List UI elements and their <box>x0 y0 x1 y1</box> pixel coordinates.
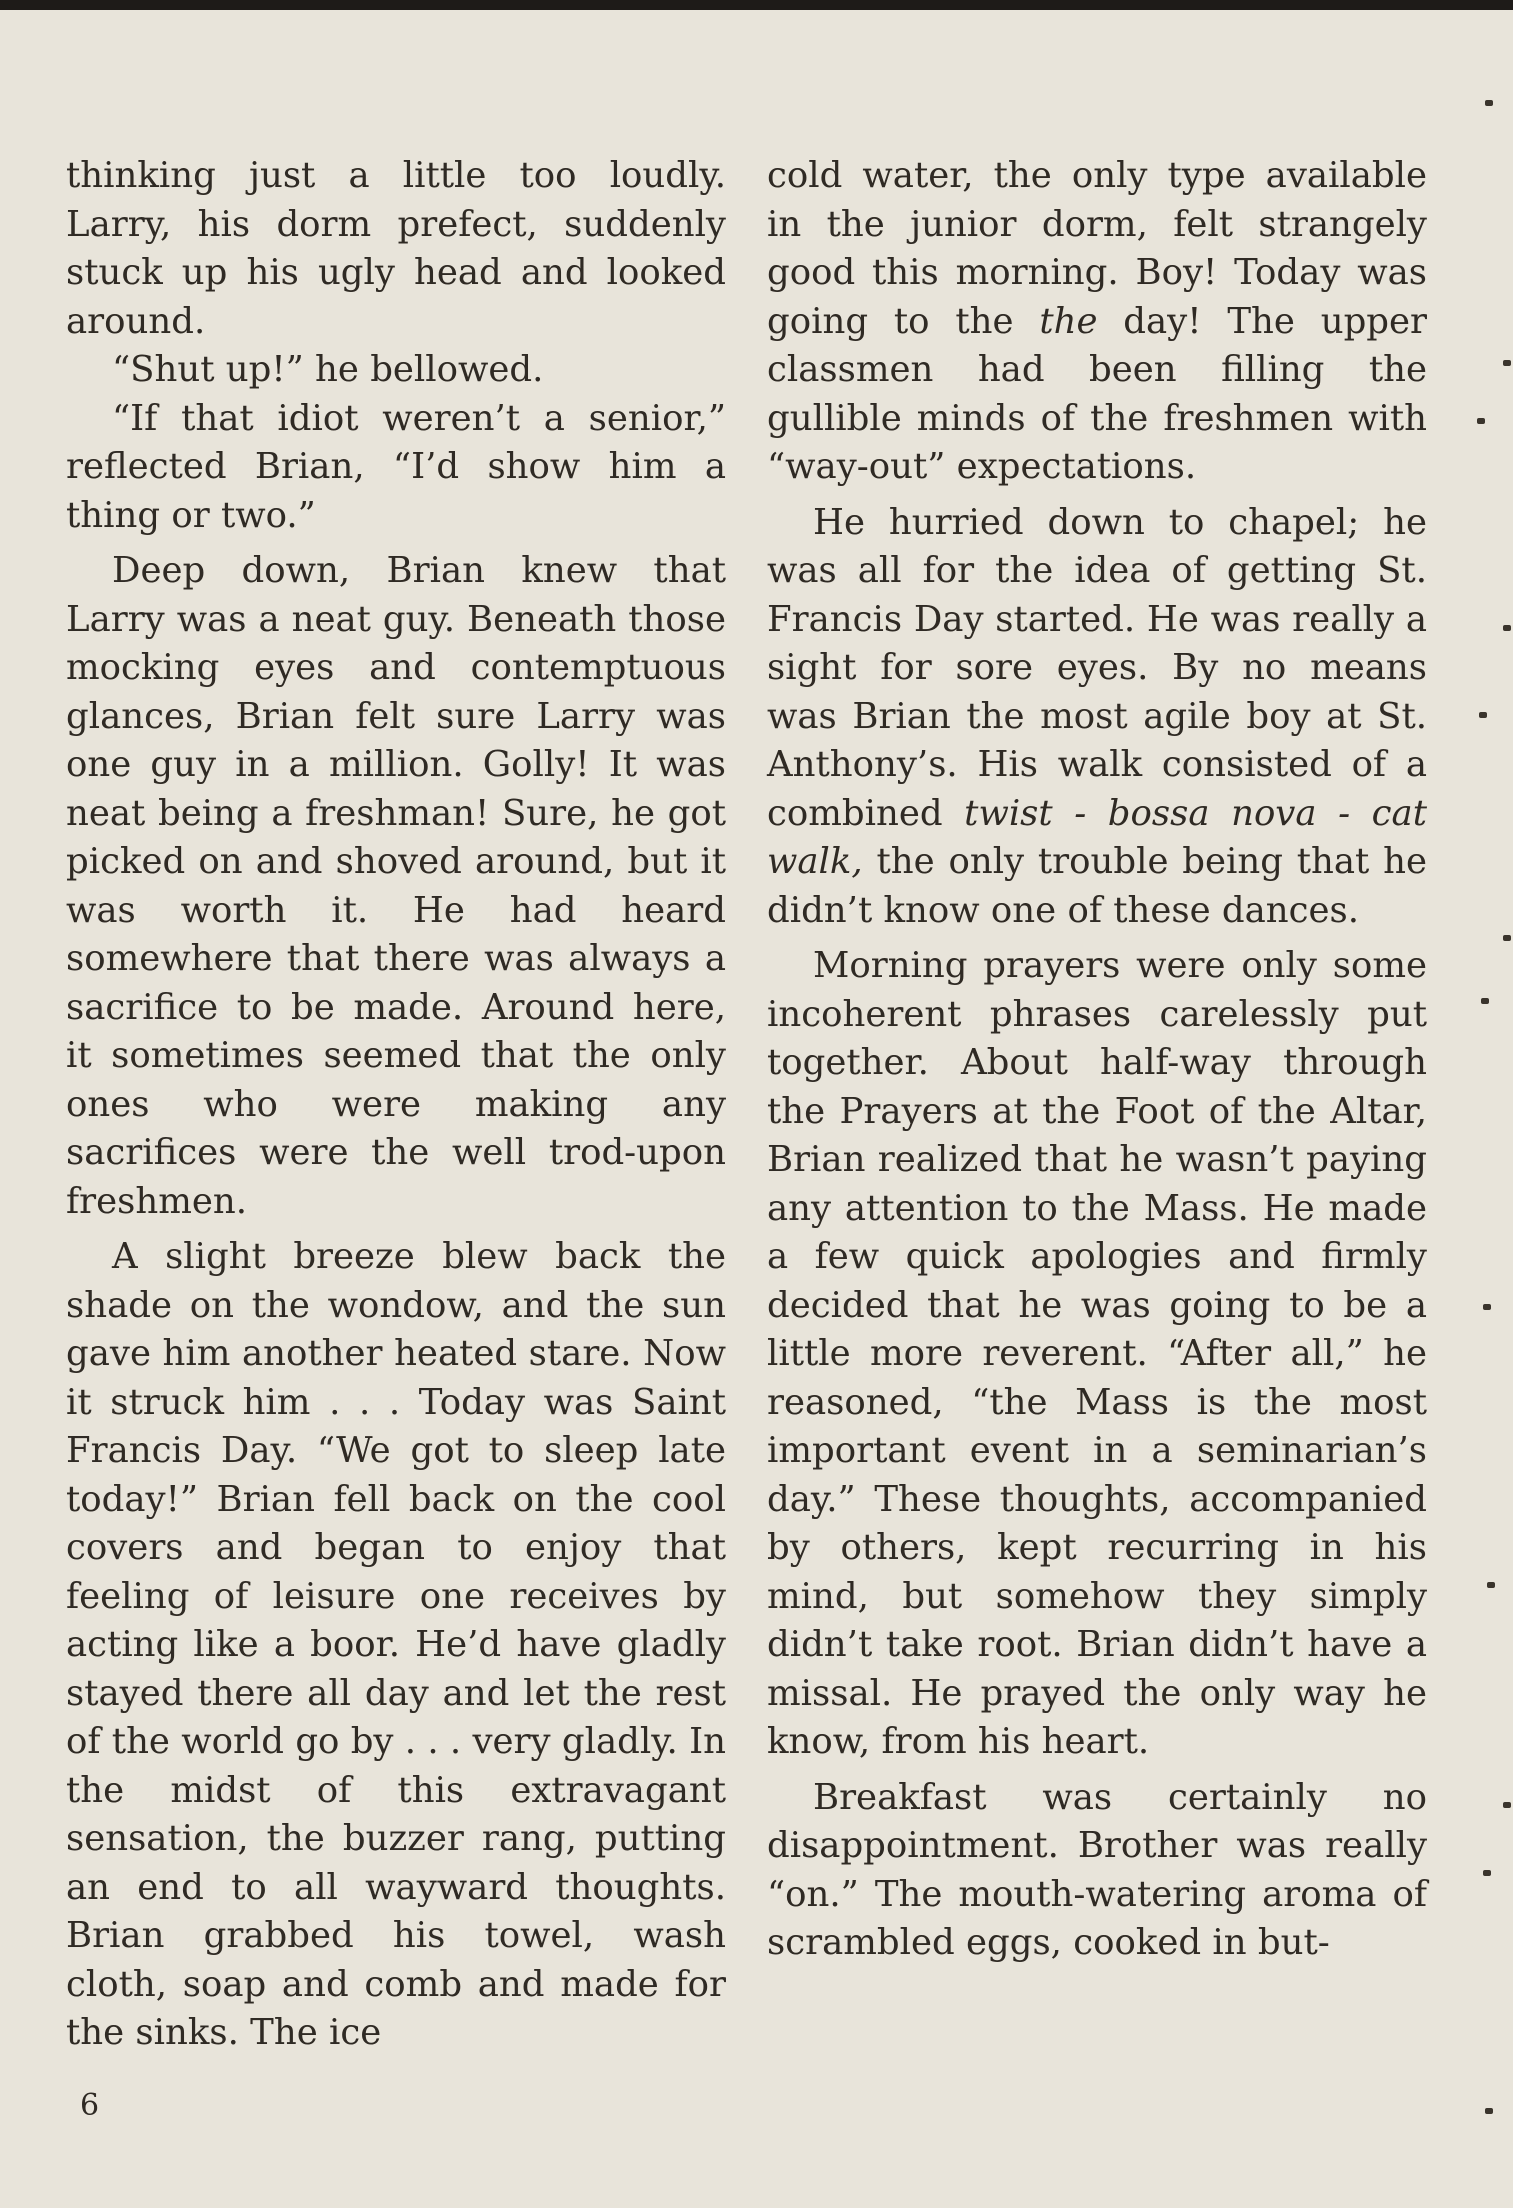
right-paragraph-1-text-b: day! The upper classmen had been filling the gullible minds of the freshmen with “way-out” expectations. <box>767 300 1427 487</box>
right-paragraph-1-italic: the <box>1039 300 1098 342</box>
margin-mark <box>1485 100 1493 106</box>
right-paragraph-1 <box>767 152 1427 492</box>
right-paragraph-2-text-a: He hurried down to chapel; he was all for the idea of getting St. Francis Day started. He was really a sight for sore eyes. By no means was Brian the most agile boy at St. Anthony’s. His walk consisted of a combined <box>767 501 1427 834</box>
right-column <box>767 152 1427 1968</box>
right-paragraph-3: Morning prayers were only some incoherent phrases carelessly put together. About half-way through the Prayers at the Foot of the Altar, Brian realized that he wasn’t paying any attention to the Mass. He made a few quick apologies and firmly decided that he was going to be a little more reverent. “After all,” he reasoned, “the Mass is the most important event in a seminarian’s day.” These thoughts, accompanied by others, kept recurring in his mind, but somehow they simply didn’t take root. Brian didn’t have a missal. He prayed the only way he know, from his heart. <box>767 945 1427 1762</box>
left-paragraph-2: “Shut up!” he bellowed. <box>112 349 544 390</box>
right-paragraph-1-text-a: cold water, the only type available in the junior dorm, felt strangely good this morning. Boy! Today was going to the <box>767 155 1427 342</box>
page-top-edge <box>0 0 1513 10</box>
left-paragraph-4: Deep down, Brian knew that Larry was a neat guy. Beneath those mocking eyes and contemptuous glances, Brian felt sure Larry was one guy in a million. Golly! It was neat being a freshman! Sure, he got picked on and shoved around, but it was worth it. He had heard somewhere that there was always a sacrifice to be made. Around here, it sometimes seemed that the only ones who were making any sacrifices were the well trod-upon freshmen. <box>66 550 726 1222</box>
binding-margin-marks <box>1463 0 1513 2208</box>
margin-mark <box>1477 418 1485 424</box>
right-paragraph-2-text-b: the only trouble being that he didn’t know one of these dances. <box>767 841 1427 931</box>
page-number: 6 <box>80 2088 100 2123</box>
left-paragraph-5: A slight breeze blew back the shade on the wondow, and the sun gave him another heated stare. Now it struck him . . . Today was Saint Francis Day. “We got to sleep late today!” Brian fell back on the cool covers and began to enjoy that feeling of leisure one receives by acting like a boor. He’d have gladly stayed there all day and let the rest of the world go by . . . very gladly. In the midst of this extravagant sensation, the buzzer rang, putting an end to all wayward thoughts. Brian grabbed his towel, wash cloth, soap and comb and made for the sinks. The ice <box>66 1236 726 2053</box>
right-paragraph-4: Breakfast was certainly no disappointment. Brother was really “on.” The mouth-watering aroma of scrambled eggs, cooked in but- <box>767 1776 1427 1963</box>
margin-mark <box>1479 712 1487 718</box>
left-column <box>66 152 726 2058</box>
left-paragraph-1: thinking just a little too loudly. Larry, his dorm prefect, suddenly stuck up his ugly head and looked around. <box>66 155 726 342</box>
left-paragraph-3: “If that idiot weren’t a senior,” reflected Brian, “I’d show him a thing or two.” <box>66 397 726 536</box>
margin-mark <box>1483 1870 1491 1876</box>
margin-mark <box>1483 1304 1491 1310</box>
margin-mark <box>1481 998 1489 1004</box>
margin-mark <box>1503 935 1511 941</box>
margin-mark <box>1487 1582 1495 1588</box>
margin-mark <box>1503 1802 1511 1808</box>
margin-mark <box>1503 360 1511 366</box>
margin-mark <box>1485 2108 1493 2114</box>
margin-mark <box>1503 625 1511 631</box>
right-paragraph-2-italic: twist - bossa nova - cat walk, <box>767 792 1427 882</box>
right-paragraph-2 <box>767 499 1427 936</box>
